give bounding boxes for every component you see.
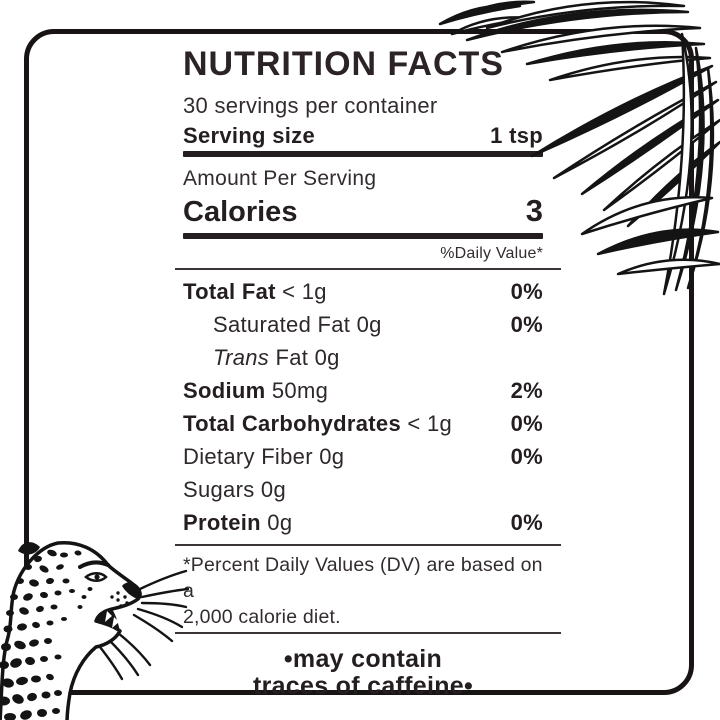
serving-size-value: 1 tsp	[490, 123, 543, 148]
nutrient-row-protein: Protein 0g 0%	[175, 506, 561, 539]
dv-value: 2%	[510, 378, 543, 403]
nutrient-row-total-carbohydrates: Total Carbohydrates < 1g 0%	[175, 407, 561, 440]
servings-per-container: 30 servings per container	[183, 93, 438, 118]
calories-label: Calories	[183, 196, 298, 228]
nutrient-row-saturated-fat: Saturated Fat 0g 0%	[175, 308, 561, 341]
leopard-head-outline	[0, 543, 140, 720]
calories-value: 3	[525, 193, 543, 228]
nutrient-row-total-fat: Total Fat < 1g 0%	[175, 275, 561, 308]
nutrient-row-sugars: Sugars 0g	[183, 477, 286, 502]
caffeine-note: •may contain traces of caffeine•	[252, 645, 474, 700]
thin-rule	[175, 632, 561, 634]
daily-value-header: %Daily Value*	[440, 245, 543, 262]
nutrient-table	[175, 275, 561, 539]
panel-title: NUTRITION FACTS	[183, 45, 504, 83]
serving-size-label: Serving size	[183, 123, 315, 148]
nutrient-row-sodium: Sodium 50mg 2%	[175, 374, 561, 407]
palm-foliage-illustration	[432, 0, 720, 303]
thin-rule	[175, 544, 561, 546]
dv-value: 0%	[510, 312, 543, 337]
dv-value: 0%	[510, 510, 543, 535]
dv-value: 0%	[510, 411, 543, 436]
amount-per-serving: Amount Per Serving	[183, 167, 377, 190]
nutrient-row-dietary-fiber: Dietary Fiber 0g 0%	[175, 440, 561, 473]
nutrient-row-trans-fat: Trans Fat 0g	[213, 345, 340, 370]
dv-value: 0%	[510, 279, 543, 304]
dv-value: 0%	[510, 444, 543, 469]
daily-value-footnote: *Percent Daily Values (DV) are based on a 2,000 calorie diet.	[183, 554, 543, 628]
leopard-head-illustration	[0, 537, 190, 720]
